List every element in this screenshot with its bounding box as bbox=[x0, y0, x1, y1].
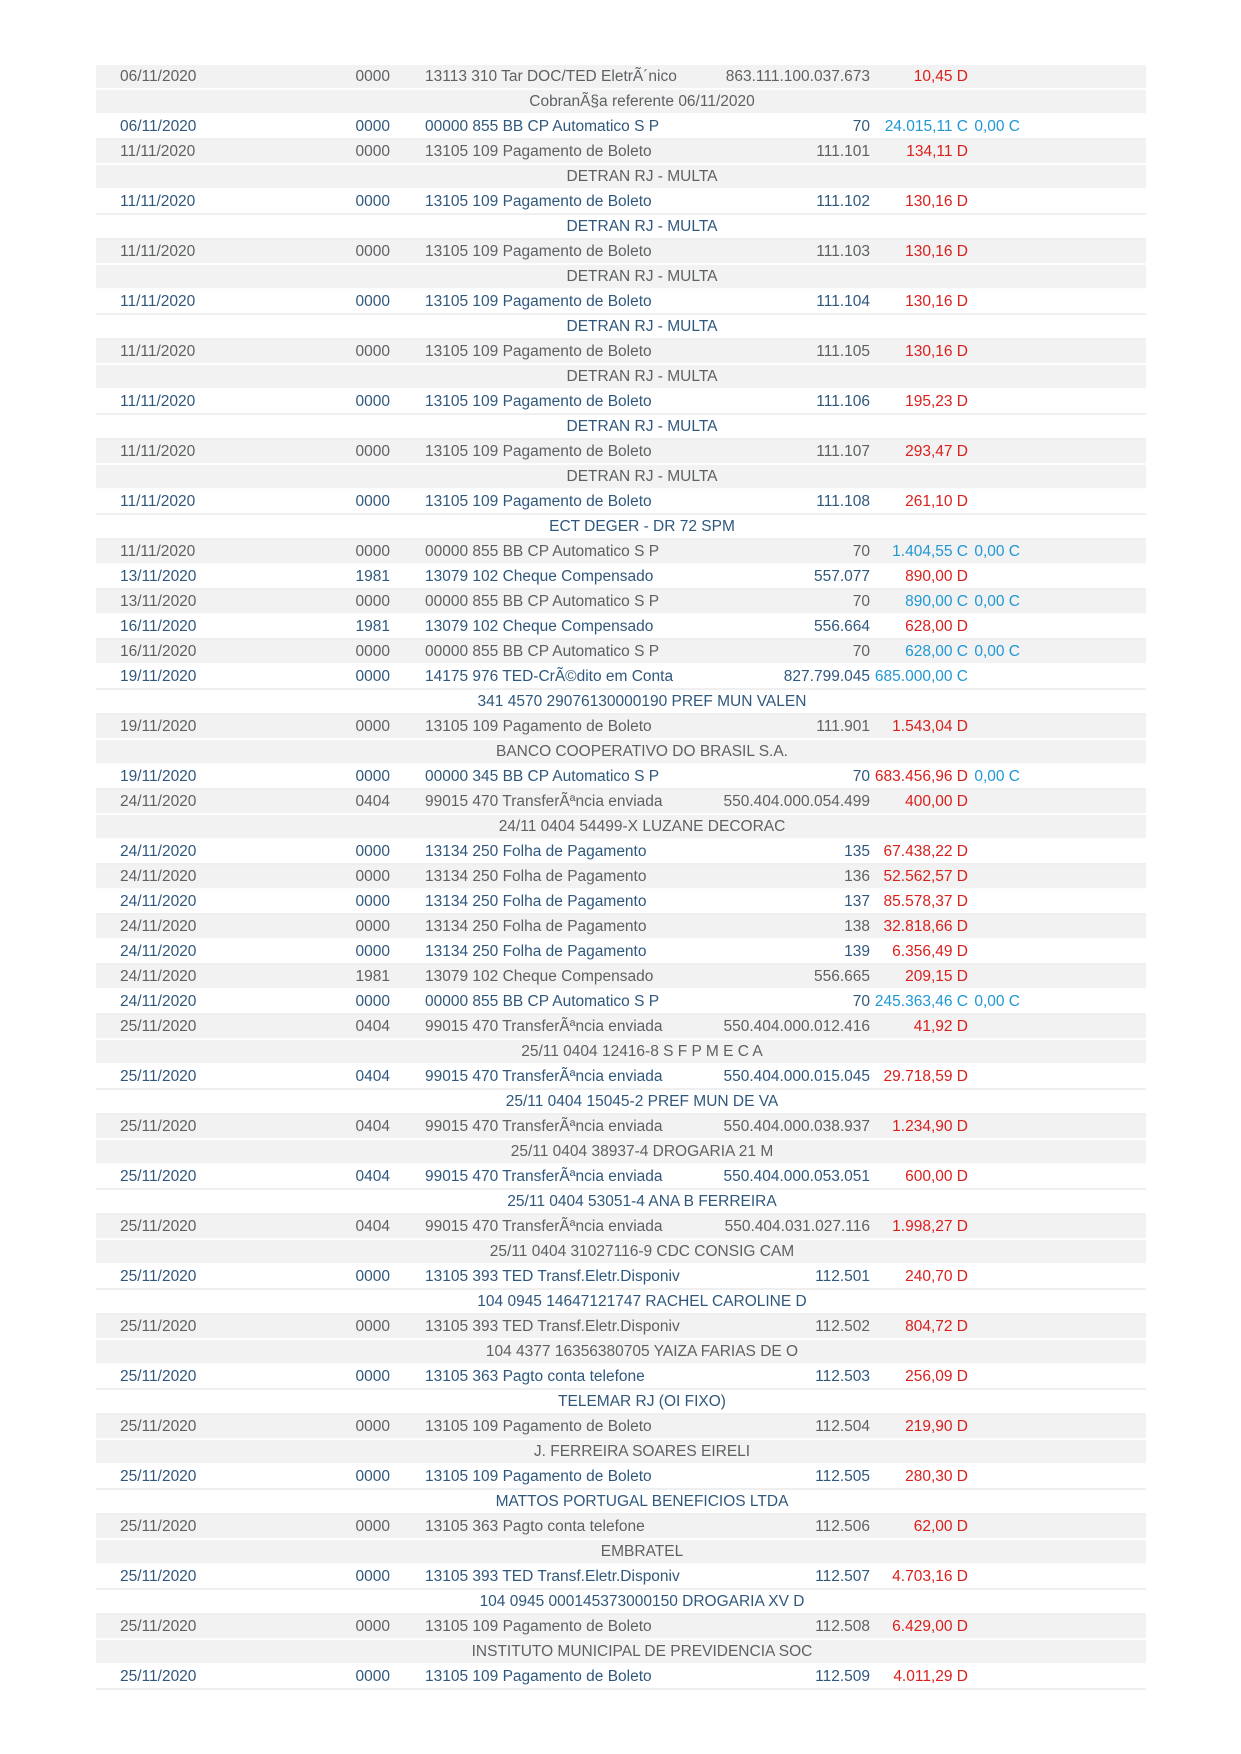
branch-code-cell: 1981 bbox=[355, 968, 390, 985]
transaction-row bbox=[96, 890, 1146, 915]
detail-text: 25/11 0404 53051-4 ANA B FERREIRA bbox=[507, 1193, 777, 1210]
secondary-value-cell: 0,00 C bbox=[974, 543, 1020, 560]
branch-code-cell: 0404 bbox=[355, 1068, 390, 1085]
document-number-cell: 112.502 bbox=[815, 1318, 870, 1335]
transaction-description-cell: 13105 393 TED Transf.Eletr.Disponiv bbox=[425, 1318, 680, 1335]
transaction-date-cell: 25/11/2020 bbox=[120, 1168, 197, 1185]
transaction-date-cell: 25/11/2020 bbox=[120, 1668, 197, 1685]
detail-text: DETRAN RJ - MULTA bbox=[566, 418, 718, 435]
detail-row bbox=[96, 1240, 1146, 1265]
document-number-cell: 112.509 bbox=[815, 1668, 870, 1685]
transaction-description-cell: 13134 250 Folha de Pagamento bbox=[425, 918, 647, 935]
transaction-date-cell: 24/11/2020 bbox=[120, 993, 197, 1010]
transaction-description-cell: 99015 470 TransferÃªncia enviada bbox=[425, 1018, 663, 1035]
branch-code-cell: 0404 bbox=[355, 1118, 390, 1135]
transaction-row bbox=[96, 840, 1146, 865]
transaction-value-cell: 219,90 D bbox=[905, 1418, 968, 1435]
transaction-description-cell: 13105 109 Pagamento de Boleto bbox=[425, 1668, 652, 1685]
transaction-description-cell: 13105 109 Pagamento de Boleto bbox=[425, 393, 652, 410]
transaction-description-cell: 99015 470 TransferÃªncia enviada bbox=[425, 793, 663, 810]
branch-code-cell: 0000 bbox=[355, 293, 390, 310]
branch-code-cell: 0000 bbox=[355, 143, 390, 160]
detail-row bbox=[96, 815, 1146, 840]
detail-row bbox=[96, 1640, 1146, 1665]
transaction-description-cell: 00000 855 BB CP Automatico S P bbox=[425, 593, 660, 610]
document-number-cell: 112.508 bbox=[815, 1618, 870, 1635]
transaction-value-cell: 685.000,00 C bbox=[874, 668, 968, 685]
document-number-cell: 70 bbox=[852, 543, 870, 560]
detail-row bbox=[96, 1340, 1146, 1365]
transaction-row bbox=[96, 65, 1146, 90]
transaction-row bbox=[96, 290, 1146, 315]
transaction-value-cell: 10,45 D bbox=[913, 68, 968, 85]
transaction-date-cell: 25/11/2020 bbox=[120, 1318, 197, 1335]
transaction-date-cell: 25/11/2020 bbox=[120, 1368, 197, 1385]
detail-text: ECT DEGER - DR 72 SPM bbox=[549, 518, 735, 535]
branch-code-cell: 0404 bbox=[355, 793, 390, 810]
transaction-row bbox=[96, 140, 1146, 165]
transaction-value-cell: 628,00 C bbox=[905, 643, 968, 660]
transaction-row bbox=[96, 965, 1146, 990]
document-number-cell: 550.404.000.053.051 bbox=[723, 1168, 870, 1185]
detail-row bbox=[96, 1390, 1146, 1415]
document-number-cell: 111.105 bbox=[816, 343, 870, 360]
secondary-value-cell: 0,00 C bbox=[974, 768, 1020, 785]
transaction-description-cell: 00000 855 BB CP Automatico S P bbox=[425, 543, 660, 560]
detail-text: 24/11 0404 54499-X LUZANE DECORAC bbox=[498, 818, 786, 835]
transaction-description-cell: 13105 109 Pagamento de Boleto bbox=[425, 243, 652, 260]
branch-code-cell: 0404 bbox=[355, 1018, 390, 1035]
branch-code-cell: 0000 bbox=[355, 918, 390, 935]
detail-text: CobranÃ§a referente 06/11/2020 bbox=[529, 93, 755, 110]
transaction-value-cell: 52.562,57 D bbox=[883, 868, 968, 885]
transaction-description-cell: 13134 250 Folha de Pagamento bbox=[425, 868, 647, 885]
document-number-cell: 111.101 bbox=[816, 143, 870, 160]
transaction-row bbox=[96, 440, 1146, 465]
document-number-cell: 557.077 bbox=[813, 568, 870, 585]
document-number-cell: 550.404.000.038.937 bbox=[723, 1118, 870, 1135]
document-number-cell: 827.799.045 bbox=[783, 668, 870, 685]
detail-row bbox=[96, 1540, 1146, 1565]
transaction-description-cell: 13105 109 Pagamento de Boleto bbox=[425, 193, 652, 210]
transaction-date-cell: 16/11/2020 bbox=[120, 643, 197, 660]
secondary-value-cell: 0,00 C bbox=[974, 593, 1020, 610]
branch-code-cell: 0000 bbox=[355, 543, 390, 560]
transaction-description-cell: 13079 102 Cheque Compensado bbox=[425, 968, 654, 985]
document-number-cell: 550.404.000.054.499 bbox=[723, 793, 870, 810]
detail-text: 104 0945 14647121747 RACHEL CAROLINE D bbox=[477, 1293, 807, 1310]
transaction-value-cell: 4.703,16 D bbox=[892, 1568, 968, 1585]
document-number-cell: 111.103 bbox=[816, 243, 870, 260]
transaction-value-cell: 240,70 D bbox=[905, 1268, 968, 1285]
detail-row bbox=[96, 1190, 1146, 1215]
document-number-cell: 111.108 bbox=[816, 493, 870, 510]
transaction-date-cell: 24/11/2020 bbox=[120, 943, 197, 960]
branch-code-cell: 0000 bbox=[355, 1318, 390, 1335]
transaction-row bbox=[96, 915, 1146, 940]
document-number-cell: 70 bbox=[852, 593, 870, 610]
branch-code-cell: 0000 bbox=[355, 643, 390, 660]
detail-row bbox=[96, 1490, 1146, 1515]
transaction-description-cell: 00000 855 BB CP Automatico S P bbox=[425, 643, 660, 660]
document-number-cell: 135 bbox=[844, 843, 870, 860]
detail-row bbox=[96, 265, 1146, 290]
transaction-row bbox=[96, 1465, 1146, 1490]
transaction-row bbox=[96, 665, 1146, 690]
transaction-value-cell: 29.718,59 D bbox=[883, 1068, 968, 1085]
transaction-date-cell: 25/11/2020 bbox=[120, 1268, 197, 1285]
transaction-value-cell: 6.429,00 D bbox=[892, 1618, 968, 1635]
branch-code-cell: 0000 bbox=[355, 868, 390, 885]
transaction-row bbox=[96, 1415, 1146, 1440]
transaction-description-cell: 13105 109 Pagamento de Boleto bbox=[425, 443, 652, 460]
transaction-row bbox=[96, 1015, 1146, 1040]
detail-text: 25/11 0404 31027116-9 CDC CONSIG CAM bbox=[489, 1243, 795, 1260]
detail-text: 341 4570 29076130000190 PREF MUN VALEN bbox=[477, 693, 807, 710]
transaction-date-cell: 11/11/2020 bbox=[120, 543, 196, 560]
transaction-date-cell: 19/11/2020 bbox=[120, 668, 197, 685]
document-number-cell: 137 bbox=[844, 893, 870, 910]
transaction-date-cell: 13/11/2020 bbox=[120, 568, 197, 585]
transaction-value-cell: 890,00 C bbox=[905, 593, 968, 610]
detail-row bbox=[96, 740, 1146, 765]
transaction-description-cell: 99015 470 TransferÃªncia enviada bbox=[425, 1218, 663, 1235]
transaction-date-cell: 11/11/2020 bbox=[120, 443, 196, 460]
transaction-row bbox=[96, 340, 1146, 365]
transaction-description-cell: 13105 109 Pagamento de Boleto bbox=[425, 343, 652, 360]
transaction-description-cell: 13105 109 Pagamento de Boleto bbox=[425, 493, 652, 510]
secondary-value-cell: 0,00 C bbox=[974, 993, 1020, 1010]
transaction-row bbox=[96, 565, 1146, 590]
transaction-date-cell: 25/11/2020 bbox=[120, 1568, 197, 1585]
transaction-row bbox=[96, 1215, 1146, 1240]
detail-text: DETRAN RJ - MULTA bbox=[566, 218, 718, 235]
document-number-cell: 112.503 bbox=[815, 1368, 870, 1385]
transaction-value-cell: 400,00 D bbox=[905, 793, 968, 810]
transaction-date-cell: 25/11/2020 bbox=[120, 1618, 197, 1635]
transaction-row bbox=[96, 1665, 1146, 1690]
detail-row bbox=[96, 465, 1146, 490]
document-number-cell: 112.505 bbox=[815, 1468, 870, 1485]
transaction-date-cell: 24/11/2020 bbox=[120, 793, 197, 810]
branch-code-cell: 0404 bbox=[355, 1168, 390, 1185]
document-number-cell: 556.665 bbox=[813, 968, 870, 985]
secondary-value-cell: 0,00 C bbox=[974, 118, 1020, 135]
transaction-description-cell: 13113 310 Tar DOC/TED EletrÃ´nico bbox=[425, 68, 677, 85]
transaction-value-cell: 628,00 D bbox=[905, 618, 968, 635]
detail-row bbox=[96, 1290, 1146, 1315]
branch-code-cell: 0000 bbox=[355, 393, 390, 410]
transaction-row bbox=[96, 1315, 1146, 1340]
transaction-value-cell: 130,16 D bbox=[905, 293, 968, 310]
transaction-date-cell: 25/11/2020 bbox=[120, 1518, 197, 1535]
branch-code-cell: 0000 bbox=[355, 1618, 390, 1635]
detail-text: 104 4377 16356380705 YAIZA FARIAS DE O bbox=[485, 1343, 799, 1360]
transaction-date-cell: 13/11/2020 bbox=[120, 593, 197, 610]
detail-text: DETRAN RJ - MULTA bbox=[566, 368, 718, 385]
transaction-value-cell: 130,16 D bbox=[905, 193, 968, 210]
transaction-row bbox=[96, 715, 1146, 740]
transaction-date-cell: 24/11/2020 bbox=[120, 893, 197, 910]
transaction-description-cell: 13079 102 Cheque Compensado bbox=[425, 618, 654, 635]
detail-row bbox=[96, 690, 1146, 715]
transaction-date-cell: 24/11/2020 bbox=[120, 843, 197, 860]
detail-row bbox=[96, 90, 1146, 115]
transaction-row bbox=[96, 590, 1146, 615]
transaction-value-cell: 24.015,11 C bbox=[884, 118, 968, 135]
transaction-date-cell: 25/11/2020 bbox=[120, 1418, 197, 1435]
detail-text: J. FERREIRA SOARES EIRELI bbox=[533, 1443, 751, 1460]
detail-row bbox=[96, 515, 1146, 540]
detail-row bbox=[96, 415, 1146, 440]
transaction-description-cell: 00000 345 BB CP Automatico S P bbox=[425, 768, 660, 785]
branch-code-cell: 1981 bbox=[355, 618, 390, 635]
document-number-cell: 112.507 bbox=[815, 1568, 870, 1585]
branch-code-cell: 0000 bbox=[355, 443, 390, 460]
transaction-row bbox=[96, 790, 1146, 815]
transaction-value-cell: 1.404,55 C bbox=[892, 543, 968, 560]
transaction-date-cell: 11/11/2020 bbox=[120, 393, 196, 410]
transaction-value-cell: 261,10 D bbox=[905, 493, 968, 510]
transaction-description-cell: 13105 393 TED Transf.Eletr.Disponiv bbox=[425, 1268, 680, 1285]
transaction-date-cell: 25/11/2020 bbox=[120, 1118, 197, 1135]
document-number-cell: 550.404.000.012.416 bbox=[723, 1018, 870, 1035]
document-number-cell: 112.506 bbox=[815, 1518, 870, 1535]
detail-row bbox=[96, 165, 1146, 190]
detail-row bbox=[96, 1090, 1146, 1115]
transaction-row bbox=[96, 765, 1146, 790]
transaction-description-cell: 13105 109 Pagamento de Boleto bbox=[425, 143, 652, 160]
transaction-description-cell: 13105 109 Pagamento de Boleto bbox=[425, 718, 652, 735]
transaction-value-cell: 1.234,90 D bbox=[892, 1118, 968, 1135]
transaction-value-cell: 134,11 D bbox=[906, 143, 968, 160]
transaction-value-cell: 1.998,27 D bbox=[892, 1218, 968, 1235]
transaction-date-cell: 24/11/2020 bbox=[120, 968, 197, 985]
detail-text: DETRAN RJ - MULTA bbox=[566, 468, 718, 485]
transaction-row bbox=[96, 1115, 1146, 1140]
document-number-cell: 111.107 bbox=[816, 443, 870, 460]
transaction-row bbox=[96, 1365, 1146, 1390]
transaction-date-cell: 19/11/2020 bbox=[120, 768, 197, 785]
transaction-row bbox=[96, 1165, 1146, 1190]
document-number-cell: 112.501 bbox=[815, 1268, 870, 1285]
transaction-value-cell: 280,30 D bbox=[905, 1468, 968, 1485]
transaction-row bbox=[96, 1065, 1146, 1090]
branch-code-cell: 0000 bbox=[355, 193, 390, 210]
document-number-cell: 111.106 bbox=[816, 393, 870, 410]
branch-code-cell: 0000 bbox=[355, 243, 390, 260]
transaction-description-cell: 00000 855 BB CP Automatico S P bbox=[425, 118, 660, 135]
detail-text: DETRAN RJ - MULTA bbox=[566, 318, 718, 335]
transaction-value-cell: 890,00 D bbox=[905, 568, 968, 585]
transaction-description-cell: 13105 393 TED Transf.Eletr.Disponiv bbox=[425, 1568, 680, 1585]
transaction-row bbox=[96, 490, 1146, 515]
transaction-row bbox=[96, 540, 1146, 565]
transaction-description-cell: 14175 976 TED-CrÃ©dito em Conta bbox=[425, 668, 674, 685]
transaction-description-cell: 13105 363 Pagto conta telefone bbox=[425, 1368, 645, 1385]
transaction-value-cell: 6.356,49 D bbox=[892, 943, 968, 960]
detail-row bbox=[96, 1440, 1146, 1465]
branch-code-cell: 0000 bbox=[355, 343, 390, 360]
transaction-row bbox=[96, 190, 1146, 215]
document-number-cell: 550.404.000.015.045 bbox=[723, 1068, 870, 1085]
detail-text: EMBRATEL bbox=[600, 1543, 684, 1560]
transaction-row bbox=[96, 1565, 1146, 1590]
detail-text: TELEMAR RJ (OI FIXO) bbox=[558, 1393, 726, 1410]
transaction-date-cell: 11/11/2020 bbox=[120, 493, 196, 510]
branch-code-cell: 0000 bbox=[355, 943, 390, 960]
transaction-row bbox=[96, 1515, 1146, 1540]
transaction-date-cell: 25/11/2020 bbox=[120, 1068, 197, 1085]
transaction-value-cell: 195,23 D bbox=[905, 393, 968, 410]
transaction-description-cell: 13105 109 Pagamento de Boleto bbox=[425, 1468, 652, 1485]
detail-row bbox=[96, 1590, 1146, 1615]
transaction-description-cell: 13079 102 Cheque Compensado bbox=[425, 568, 654, 585]
transaction-date-cell: 24/11/2020 bbox=[120, 868, 197, 885]
transaction-value-cell: 683.456,96 D bbox=[874, 768, 968, 785]
branch-code-cell: 0000 bbox=[355, 768, 390, 785]
document-number-cell: 139 bbox=[844, 943, 870, 960]
document-number-cell: 111.104 bbox=[816, 293, 870, 310]
detail-text: DETRAN RJ - MULTA bbox=[566, 268, 718, 285]
branch-code-cell: 0000 bbox=[355, 1518, 390, 1535]
transaction-value-cell: 130,16 D bbox=[905, 243, 968, 260]
detail-text: MATTOS PORTUGAL BENEFICIOS LTDA bbox=[495, 1493, 789, 1510]
transaction-description-cell: 13105 109 Pagamento de Boleto bbox=[425, 1618, 652, 1635]
transaction-description-cell: 99015 470 TransferÃªncia enviada bbox=[425, 1068, 663, 1085]
detail-text: 104 0945 000145373000150 DROGARIA XV D bbox=[479, 1593, 805, 1610]
transaction-description-cell: 13105 109 Pagamento de Boleto bbox=[425, 293, 652, 310]
transaction-value-cell: 67.438,22 D bbox=[883, 843, 968, 860]
transaction-date-cell: 16/11/2020 bbox=[120, 618, 197, 635]
branch-code-cell: 0000 bbox=[355, 718, 390, 735]
transaction-date-cell: 25/11/2020 bbox=[120, 1018, 197, 1035]
transaction-date-cell: 25/11/2020 bbox=[120, 1218, 197, 1235]
transaction-value-cell: 245.363,46 C bbox=[874, 993, 968, 1010]
transaction-description-cell: 13105 363 Pagto conta telefone bbox=[425, 1518, 645, 1535]
transaction-row bbox=[96, 865, 1146, 890]
transaction-value-cell: 130,16 D bbox=[905, 343, 968, 360]
document-number-cell: 111.102 bbox=[816, 193, 870, 210]
detail-text: 25/11 0404 12416-8 S F P M E C A bbox=[521, 1043, 763, 1060]
transaction-row bbox=[96, 1265, 1146, 1290]
statement-table bbox=[96, 65, 1146, 1690]
branch-code-cell: 0000 bbox=[355, 1668, 390, 1685]
transaction-value-cell: 32.818,66 D bbox=[883, 918, 968, 935]
document-number-cell: 70 bbox=[852, 768, 870, 785]
detail-row bbox=[96, 1140, 1146, 1165]
transaction-value-cell: 293,47 D bbox=[905, 443, 968, 460]
transaction-value-cell: 804,72 D bbox=[905, 1318, 968, 1335]
transaction-description-cell: 99015 470 TransferÃªncia enviada bbox=[425, 1168, 663, 1185]
transaction-date-cell: 11/11/2020 bbox=[120, 193, 196, 210]
transaction-date-cell: 19/11/2020 bbox=[120, 718, 197, 735]
transaction-description-cell: 13105 109 Pagamento de Boleto bbox=[425, 1418, 652, 1435]
detail-text: DETRAN RJ - MULTA bbox=[566, 168, 718, 185]
secondary-value-cell: 0,00 C bbox=[974, 643, 1020, 660]
transaction-date-cell: 25/11/2020 bbox=[120, 1468, 197, 1485]
branch-code-cell: 0000 bbox=[355, 1268, 390, 1285]
transaction-date-cell: 06/11/2020 bbox=[120, 68, 197, 85]
document-number-cell: 112.504 bbox=[815, 1418, 870, 1435]
detail-row bbox=[96, 315, 1146, 340]
transaction-date-cell: 11/11/2020 bbox=[120, 143, 196, 160]
branch-code-cell: 0000 bbox=[355, 593, 390, 610]
transaction-value-cell: 62,00 D bbox=[913, 1518, 968, 1535]
transaction-value-cell: 209,15 D bbox=[905, 968, 968, 985]
branch-code-cell: 0000 bbox=[355, 68, 390, 85]
detail-text: 25/11 0404 38937-4 DROGARIA 21 M bbox=[510, 1143, 774, 1160]
detail-row bbox=[96, 1040, 1146, 1065]
detail-text: 25/11 0404 15045-2 PREF MUN DE VA bbox=[505, 1093, 779, 1110]
detail-text: INSTITUTO MUNICIPAL DE PREVIDENCIA SOC bbox=[471, 1643, 813, 1660]
transaction-value-cell: 41,92 D bbox=[913, 1018, 968, 1035]
document-number-cell: 550.404.031.027.116 bbox=[724, 1218, 870, 1235]
branch-code-cell: 0000 bbox=[355, 668, 390, 685]
transaction-row bbox=[96, 990, 1146, 1015]
branch-code-cell: 0000 bbox=[355, 118, 390, 135]
transaction-row bbox=[96, 240, 1146, 265]
transaction-date-cell: 11/11/2020 bbox=[120, 243, 196, 260]
branch-code-cell: 0000 bbox=[355, 993, 390, 1010]
document-number-cell: 70 bbox=[852, 993, 870, 1010]
transaction-row bbox=[96, 115, 1146, 140]
transaction-description-cell: 13134 250 Folha de Pagamento bbox=[425, 843, 647, 860]
document-number-cell: 70 bbox=[852, 118, 870, 135]
transaction-value-cell: 85.578,37 D bbox=[883, 893, 968, 910]
branch-code-cell: 0000 bbox=[355, 493, 390, 510]
transaction-date-cell: 11/11/2020 bbox=[120, 293, 196, 310]
transaction-date-cell: 24/11/2020 bbox=[120, 918, 197, 935]
transaction-description-cell: 99015 470 TransferÃªncia enviada bbox=[425, 1118, 663, 1135]
transaction-date-cell: 11/11/2020 bbox=[120, 343, 196, 360]
document-number-cell: 138 bbox=[844, 918, 870, 935]
document-number-cell: 863.111.100.037.673 bbox=[725, 68, 870, 85]
transaction-row bbox=[96, 940, 1146, 965]
branch-code-cell: 0000 bbox=[355, 1368, 390, 1385]
transaction-row bbox=[96, 615, 1146, 640]
transaction-description-cell: 00000 855 BB CP Automatico S P bbox=[425, 993, 660, 1010]
detail-text: BANCO COOPERATIVO DO BRASIL S.A. bbox=[496, 743, 788, 760]
document-number-cell: 136 bbox=[844, 868, 870, 885]
transaction-row bbox=[96, 1615, 1146, 1640]
transaction-value-cell: 1.543,04 D bbox=[892, 718, 968, 735]
transaction-value-cell: 4.011,29 D bbox=[893, 1668, 968, 1685]
detail-row bbox=[96, 365, 1146, 390]
document-number-cell: 70 bbox=[852, 643, 870, 660]
transaction-value-cell: 256,09 D bbox=[905, 1368, 968, 1385]
document-number-cell: 111.901 bbox=[816, 718, 870, 735]
detail-row bbox=[96, 215, 1146, 240]
branch-code-cell: 1981 bbox=[355, 568, 390, 585]
transaction-value-cell: 600,00 D bbox=[905, 1168, 968, 1185]
transaction-description-cell: 13134 250 Folha de Pagamento bbox=[425, 943, 647, 960]
branch-code-cell: 0000 bbox=[355, 1568, 390, 1585]
branch-code-cell: 0000 bbox=[355, 843, 390, 860]
transaction-date-cell: 06/11/2020 bbox=[120, 118, 197, 135]
branch-code-cell: 0404 bbox=[355, 1218, 390, 1235]
transaction-row bbox=[96, 390, 1146, 415]
document-number-cell: 556.664 bbox=[813, 618, 870, 635]
branch-code-cell: 0000 bbox=[355, 1468, 390, 1485]
branch-code-cell: 0000 bbox=[355, 893, 390, 910]
transaction-description-cell: 13134 250 Folha de Pagamento bbox=[425, 893, 647, 910]
branch-code-cell: 0000 bbox=[355, 1418, 390, 1435]
transaction-row bbox=[96, 640, 1146, 665]
